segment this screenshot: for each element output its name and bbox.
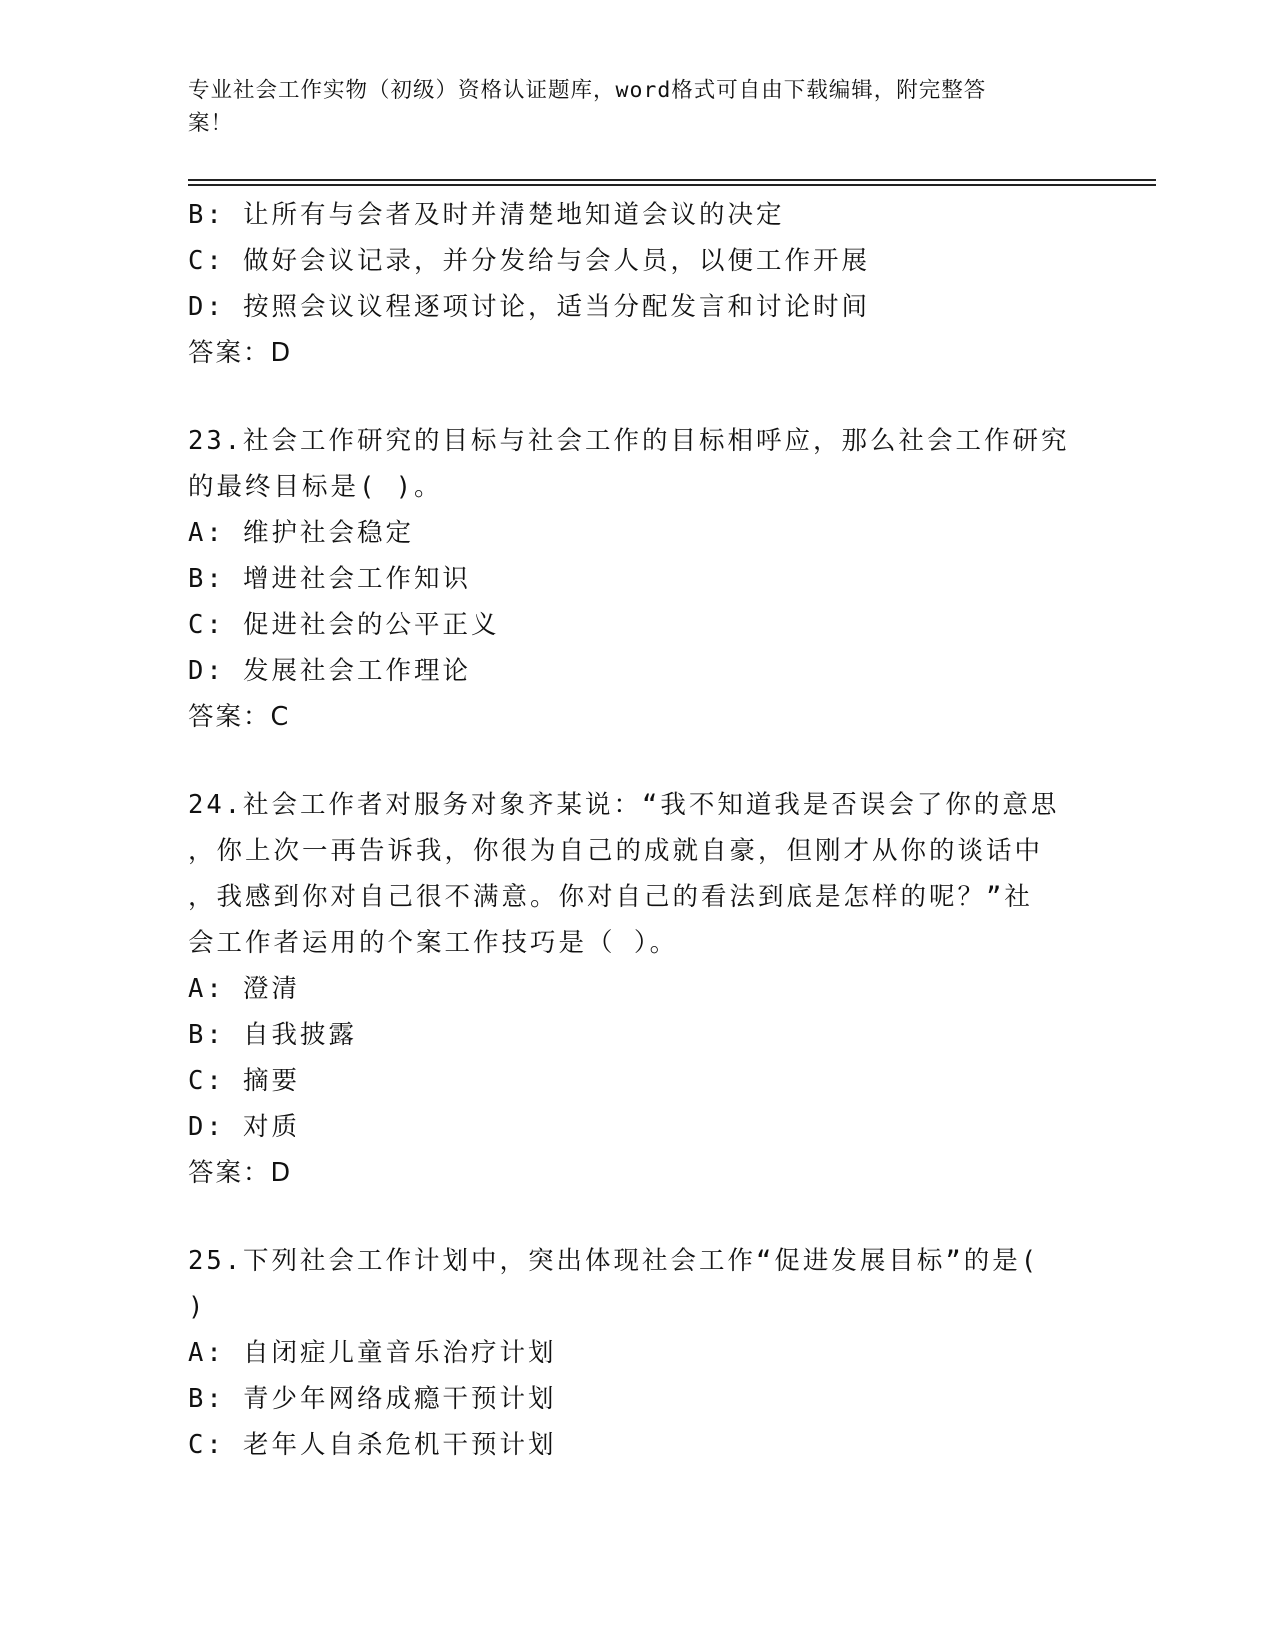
question-stem: 25.下列社会工作计划中，突出体现社会工作“促进发展目标”的是( [188, 1246, 1040, 1276]
document-body [188, 192, 1088, 1468]
question-25 [188, 1238, 1088, 1468]
option-c: C: 促进社会的公平正义 [188, 610, 500, 640]
question-22-tail [188, 192, 1088, 376]
question-stem: 会工作者运用的个案工作技巧是（ ）。 [188, 928, 679, 958]
header-title-line-2: 案！ [188, 111, 234, 136]
question-stem: 的最终目标是( )。 [188, 472, 443, 502]
option-b: B: 自我披露 [188, 1020, 358, 1050]
page-header [188, 74, 1068, 140]
question-stem: ，我感到你对自己很不满意。你对自己的看法到底是怎样的呢？”社 [188, 882, 1033, 912]
question-stem: ) [188, 1292, 207, 1322]
option-a: A: 澄清 [188, 974, 301, 1004]
option-a: A: 自闭症儿童音乐治疗计划 [188, 1338, 557, 1368]
option-c: C: 做好会议记录，并分发给与会人员，以便工作开展 [188, 246, 871, 276]
answer: 答案：D [188, 1158, 293, 1188]
question-stem: ，你上次一再告诉我，你很为自己的成就自豪，但刚才从你的谈话中 [188, 836, 1044, 866]
header-title-line-1: 专业社会工作实物（初级）资格认证题库，word格式可自由下载编辑，附完整答 [188, 78, 987, 103]
option-b: B: 增进社会工作知识 [188, 564, 472, 594]
option-c: C: 老年人自杀危机干预计划 [188, 1430, 557, 1460]
question-stem: 23.社会工作研究的目标与社会工作的目标相呼应，那么社会工作研究 [188, 426, 1070, 456]
option-d: D: 发展社会工作理论 [188, 656, 472, 686]
option-b: B: 青少年网络成瘾干预计划 [188, 1384, 557, 1414]
question-stem: 24.社会工作者对服务对象齐某说：“我不知道我是否误会了你的意思 [188, 790, 1060, 820]
option-d: D: 对质 [188, 1112, 301, 1142]
header-rule-bottom [188, 184, 1156, 186]
option-d: D: 按照会议议程逐项讨论，适当分配发言和讨论时间 [188, 292, 871, 322]
answer: 答案：C [188, 702, 291, 732]
option-c: C: 摘要 [188, 1066, 301, 1096]
option-b: B: 让所有与会者及时并清楚地知道会议的决定 [188, 200, 785, 230]
question-23 [188, 418, 1088, 740]
header-rule-top [188, 179, 1156, 181]
question-24 [188, 782, 1088, 1196]
option-a: A: 维护社会稳定 [188, 518, 415, 548]
answer: 答案：D [188, 338, 293, 368]
